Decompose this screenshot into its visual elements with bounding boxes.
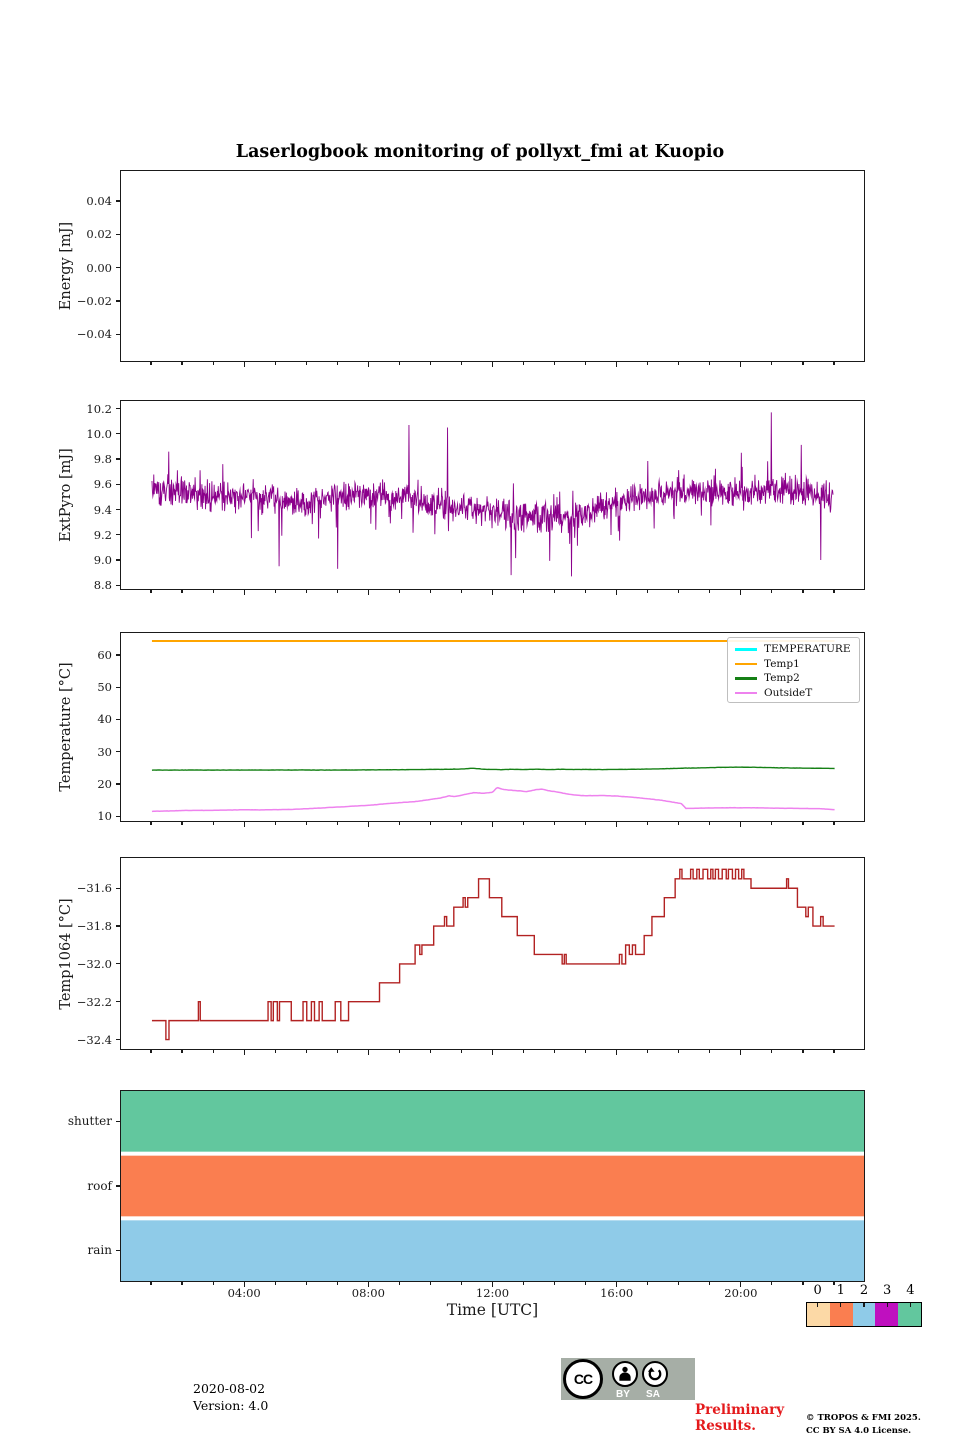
x-tick-mark: [430, 822, 431, 825]
y-tick-label: 8.8: [93, 578, 112, 593]
y-tick-mark: [116, 267, 121, 268]
legend-label: TEMPERATURE: [764, 643, 851, 656]
y-tick-mark: [116, 925, 121, 926]
x-tick-mark: [523, 362, 524, 365]
legend-swatch: [735, 663, 757, 666]
y-tick-label: 10.2: [86, 401, 112, 416]
temperature-axis-label: Temperature [°C]: [58, 662, 74, 792]
y-tick-mark: [116, 1039, 121, 1040]
colorbar-segment: [807, 1303, 830, 1326]
x-tick-mark: [802, 1282, 803, 1285]
x-tick-mark: [492, 590, 493, 595]
x-tick-mark: [709, 822, 710, 825]
y-tick-mark: [116, 559, 121, 560]
x-tick-mark: [181, 362, 182, 365]
y-tick-label: 9.2: [93, 527, 112, 542]
y-tick-mark: [116, 408, 121, 409]
x-tick-mark: [181, 1282, 182, 1285]
y-tick-label: 0.04: [86, 194, 112, 208]
x-tick-mark: [802, 590, 803, 593]
x-tick-mark: [647, 822, 648, 825]
x-tick-mark: [833, 822, 834, 825]
x-tick-mark: [306, 590, 307, 593]
y-tick-mark: [116, 234, 121, 235]
x-tick-mark: [461, 1050, 462, 1053]
y-tick-label: −32.4: [76, 1032, 112, 1047]
status-plot-canvas: [121, 1091, 864, 1281]
x-tick-mark: [771, 590, 772, 593]
y-tick-label: −0.02: [76, 294, 112, 308]
x-tick-mark: [150, 1282, 151, 1285]
y-tick-mark: [116, 816, 121, 817]
y-tick-mark: [116, 585, 121, 586]
copyright-note: [806, 1412, 921, 1437]
y-tick-label: 10: [97, 809, 112, 824]
x-tick-mark: [150, 822, 151, 825]
x-tick-mark: [244, 362, 245, 367]
x-axis-label: Time [UTC]: [446, 1301, 539, 1319]
y-tick-mark: [116, 751, 121, 752]
y-tick-label: 0.00: [86, 260, 112, 275]
x-tick-mark: [368, 590, 369, 595]
y-tick-mark: [116, 1121, 121, 1122]
y-tick-mark: [116, 534, 121, 535]
y-tick-label: −32.0: [76, 956, 112, 971]
x-tick-mark: [213, 362, 214, 365]
x-tick-mark: [368, 362, 369, 367]
x-tick-mark: [523, 1050, 524, 1053]
x-tick-mark: [833, 1050, 834, 1053]
y-tick-label: −31.6: [76, 881, 112, 896]
x-tick-label: 20:00: [724, 1286, 758, 1300]
x-tick-label: 04:00: [227, 1286, 261, 1300]
y-tick-mark: [116, 783, 121, 784]
x-tick-mark: [306, 1282, 307, 1285]
y-tick-label: 9.4: [93, 502, 112, 517]
footer-version: Version: 4.0: [193, 1398, 269, 1413]
preliminary-line1: Preliminary: [695, 1402, 785, 1418]
x-tick-mark: [213, 590, 214, 593]
x-tick-mark: [585, 362, 586, 365]
x-tick-mark: [244, 822, 245, 827]
energy-plot-canvas: [121, 171, 864, 361]
x-tick-mark: [678, 822, 679, 825]
subplot-extpyro: [120, 400, 865, 590]
x-tick-mark: [461, 822, 462, 825]
x-tick-mark: [430, 362, 431, 365]
y-tick-mark: [116, 1185, 121, 1186]
x-tick-mark: [740, 822, 741, 827]
x-tick-mark: [275, 362, 276, 365]
x-tick-mark: [647, 362, 648, 365]
x-tick-mark: [399, 1282, 400, 1285]
y-tick-mark: [116, 963, 121, 964]
x-tick-mark: [430, 1282, 431, 1285]
legend-swatch: [735, 677, 757, 680]
y-tick-label: 0.02: [86, 227, 112, 242]
x-tick-mark: [368, 822, 369, 827]
x-tick-label: 12:00: [475, 1286, 510, 1300]
colorbar-tick-label: 0: [813, 1283, 822, 1298]
y-tick-label: −0.04: [76, 327, 112, 342]
x-tick-mark: [616, 822, 617, 827]
y-tick-mark: [116, 719, 121, 720]
x-tick-mark: [430, 590, 431, 593]
x-tick-mark: [337, 822, 338, 825]
colorbar-tick-label: 1: [836, 1283, 845, 1298]
y-tick-mark: [116, 334, 121, 335]
colorbar-tick-label: 4: [906, 1283, 915, 1298]
y-tick-label: 30: [97, 744, 112, 759]
legend-item: [735, 671, 859, 686]
x-tick-mark: [585, 822, 586, 825]
x-tick-mark: [833, 590, 834, 593]
x-tick-mark: [337, 1050, 338, 1053]
y-tick-mark: [116, 300, 121, 301]
x-tick-mark: [150, 362, 151, 365]
x-tick-mark: [554, 362, 555, 365]
colorbar-tick-mark: [910, 1303, 911, 1307]
x-tick-mark: [523, 822, 524, 825]
x-tick-mark: [399, 362, 400, 365]
x-tick-mark: [678, 1050, 679, 1053]
x-tick-mark: [181, 1050, 182, 1053]
y-tick-mark: [116, 484, 121, 485]
legend-swatch: [735, 692, 757, 695]
x-tick-mark: [554, 822, 555, 825]
cc-license-badge: [561, 1358, 695, 1400]
x-tick-mark: [771, 1282, 772, 1285]
extpyro-plot-canvas: [121, 401, 864, 589]
y-tick-mark: [116, 888, 121, 889]
y-tick-mark: [116, 509, 121, 510]
y-tick-mark: [116, 433, 121, 434]
x-tick-mark: [492, 822, 493, 827]
extpyro-axis-label: ExtPyro [mJ]: [58, 448, 74, 542]
x-tick-mark: [399, 590, 400, 593]
y-tick-mark: [116, 654, 121, 655]
y-tick-label: 40: [97, 712, 112, 727]
x-tick-mark: [213, 1282, 214, 1285]
x-tick-mark: [802, 1050, 803, 1053]
legend-label: Temp2: [764, 672, 800, 685]
x-tick-mark: [244, 590, 245, 595]
x-tick-mark: [523, 1282, 524, 1285]
colorbar-tick-mark: [840, 1303, 841, 1307]
y-tick-label: 9.6: [93, 477, 112, 492]
x-tick-mark: [275, 1282, 276, 1285]
x-tick-mark: [213, 822, 214, 825]
x-tick-mark: [523, 590, 524, 593]
colorbar-tick-label: 3: [883, 1283, 892, 1298]
y-tick-mark: [116, 1001, 121, 1002]
x-tick-mark: [181, 822, 182, 825]
colorbar-tick-mark: [817, 1303, 818, 1307]
x-tick-mark: [678, 1282, 679, 1285]
colorbar-tick-mark: [887, 1303, 888, 1307]
subplot-energy: [120, 170, 865, 362]
x-tick-mark: [771, 1050, 772, 1053]
temp1064-axis-label: Temp1064 [°C]: [58, 897, 74, 1010]
preliminary-line2: Results.: [695, 1418, 756, 1434]
x-tick-mark: [554, 1050, 555, 1053]
x-tick-mark: [709, 1050, 710, 1053]
x-tick-mark: [399, 1050, 400, 1053]
x-tick-mark: [678, 590, 679, 593]
x-tick-mark: [306, 822, 307, 825]
preliminary-results-note: [695, 1402, 784, 1434]
x-tick-mark: [585, 1050, 586, 1053]
x-tick-mark: [554, 590, 555, 593]
y-tick-mark: [116, 1250, 121, 1251]
x-tick-mark: [740, 362, 741, 367]
by-person-icon: [612, 1361, 638, 1387]
sa-arrow-icon: [642, 1361, 668, 1387]
x-tick-label: 08:00: [351, 1286, 385, 1300]
legend-label: Temp1: [764, 657, 800, 670]
x-tick-mark: [740, 1050, 741, 1055]
x-tick-mark: [833, 362, 834, 365]
x-tick-mark: [461, 590, 462, 593]
y-tick-mark: [116, 200, 121, 201]
x-tick-mark: [647, 1282, 648, 1285]
x-tick-mark: [709, 1282, 710, 1285]
x-tick-mark: [368, 1050, 369, 1055]
x-tick-mark: [616, 590, 617, 595]
colorbar-tick-mark: [863, 1303, 864, 1307]
x-tick-mark: [709, 362, 710, 365]
x-tick-mark: [337, 590, 338, 593]
x-tick-mark: [647, 1050, 648, 1053]
legend-item: [735, 657, 859, 672]
x-tick-mark: [647, 590, 648, 593]
x-tick-mark: [430, 1050, 431, 1053]
x-tick-mark: [802, 822, 803, 825]
sa-label: SA: [646, 1389, 660, 1400]
x-tick-mark: [461, 362, 462, 365]
x-tick-mark: [275, 1050, 276, 1053]
y-tick-label: 9.0: [93, 552, 112, 567]
x-tick-mark: [492, 362, 493, 367]
subplot-status: [120, 1090, 865, 1282]
x-tick-mark: [337, 362, 338, 365]
y-tick-label: 9.8: [93, 452, 112, 467]
footer-date: 2020-08-02: [193, 1381, 266, 1396]
by-label: BY: [616, 1389, 630, 1400]
x-tick-mark: [616, 362, 617, 367]
x-tick-mark: [740, 590, 741, 595]
cc-icon: CC: [563, 1359, 603, 1399]
x-tick-mark: [585, 590, 586, 593]
x-tick-mark: [585, 1282, 586, 1285]
x-tick-mark: [275, 822, 276, 825]
subplot-temp1064: [120, 857, 865, 1050]
y-tick-label: 50: [97, 680, 112, 695]
x-tick-mark: [337, 1282, 338, 1285]
y-tick-label: −31.8: [76, 919, 112, 934]
status-row-label: roof: [87, 1178, 112, 1193]
x-tick-mark: [150, 1050, 151, 1053]
status-row-label: shutter: [67, 1113, 112, 1128]
y-tick-label: 60: [97, 647, 112, 662]
copyright-line1: © TROPOS & FMI 2025.: [806, 1413, 921, 1423]
colorbar-tick-label: 2: [859, 1283, 869, 1298]
y-tick-mark: [116, 687, 121, 688]
x-tick-mark: [306, 1050, 307, 1053]
temperature-legend: [727, 637, 860, 703]
x-tick-mark: [492, 1050, 493, 1055]
page-title: Laserlogbook monitoring of pollyxt_fmi at Kuopio: [235, 142, 725, 162]
x-tick-label: 16:00: [600, 1286, 634, 1300]
energy-axis-label: Energy [mJ]: [58, 221, 74, 311]
x-tick-mark: [616, 1050, 617, 1055]
x-tick-mark: [802, 362, 803, 365]
x-tick-mark: [399, 822, 400, 825]
legend-swatch: [735, 648, 757, 651]
x-tick-mark: [244, 1050, 245, 1055]
x-tick-mark: [150, 590, 151, 593]
x-tick-mark: [461, 1282, 462, 1285]
x-tick-mark: [709, 590, 710, 593]
temp1064-plot-canvas: [121, 858, 864, 1049]
y-tick-label: 20: [97, 776, 112, 791]
x-tick-mark: [181, 590, 182, 593]
y-tick-label: 10.0: [86, 426, 112, 441]
legend-item: [735, 686, 859, 701]
x-tick-mark: [678, 362, 679, 365]
x-tick-mark: [554, 1282, 555, 1285]
legend-item: [735, 642, 859, 657]
copyright-line2: CC BY SA 4.0 License.: [806, 1425, 912, 1436]
status-row-label: rain: [87, 1243, 112, 1258]
legend-label: OutsideT: [764, 687, 813, 700]
x-tick-mark: [306, 362, 307, 365]
x-tick-mark: [771, 822, 772, 825]
y-tick-label: −32.2: [76, 994, 112, 1009]
y-tick-mark: [116, 458, 121, 459]
x-tick-mark: [771, 362, 772, 365]
x-tick-mark: [213, 1050, 214, 1053]
x-tick-mark: [275, 590, 276, 593]
